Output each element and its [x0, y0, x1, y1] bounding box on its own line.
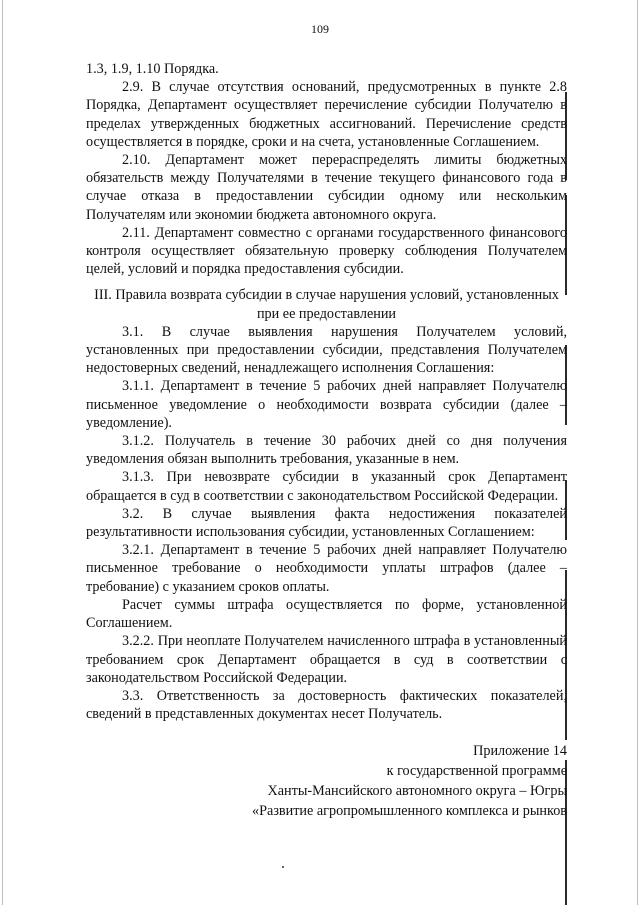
paragraph-3-2: 3.2. В случае выявления факта недостижения показателей результативности использования субсидии, установленных Соглашением: [86, 505, 567, 541]
paragraph-3-1-1: 3.1.1. Департамент в течение 5 рабочих дней направляет Получателю письменное уведомление о необходимости возврата субсидии (далее – уведомление). [86, 378, 567, 431]
scan-edge-left [2, 0, 3, 905]
page-number: 109 [311, 22, 329, 36]
paragraph-2-11: 2.11. Департамент совместно с органами государственного финансового контроля осуществляет обязательную проверку соблюдения Получателем целей, условий и порядка предоставления субсидии. [86, 224, 567, 278]
paragraph-3-2-2: 3.2.2. При неоплате Получателем начисленного штрафа в установленный требованием срок Департамент обращается в суд в соответствии с законодательством Российской Федерации. [86, 633, 567, 686]
section-heading-3: III. Правила возврата субсидии в случае нарушения условий, установленных при ее предоставлении [94, 287, 559, 322]
paragraph-3-3: 3.3. Ответственность за достоверность фактических показателей, сведений в представленных документах несет Получатель. [86, 687, 567, 723]
paragraph-2-10: 2.10. Департамент может перераспределять лимиты бюджетных обязательств между Получателями в течение текущего финансового года в случае отказа в предоставлении субсидии одному или нескольким Получателям или экономии бюджета автономного округа. [86, 152, 567, 223]
document-body [86, 60, 567, 821]
appendix-line-1: Приложение 14 [473, 743, 567, 760]
appendix-line-2: к государственной программе [386, 763, 567, 780]
paragraph-3-2-1: 3.2.1. Департамент в течение 5 рабочих дней направляет Получателю письменное требование о необходимости уплаты штрафов (далее – требование) с указанием сроков оплаты. [86, 542, 567, 595]
paragraph-3-1-3: 3.1.3. При невозврате субсидии в указанный срок Департамент обращается в суд в соответствии с законодательством Российской Федерации. [86, 469, 567, 504]
appendix-caption [86, 741, 567, 821]
scan-speck [282, 866, 284, 868]
paragraph-continuation: 1.3, 1.9, 1.10 Порядка. [86, 61, 219, 77]
paragraph-2-9: 2.9. В случае отсутствия оснований, предусмотренных в пункте 2.8 Порядка, Департамент осуществляет перечисление субсидии Получателю в пределах утвержденных бюджетных ассигнований. Перечисление средств осуществляется в порядке, сроки и на счета, установленные Соглашением. [86, 79, 567, 150]
paragraph-penalty-calculation: Расчет суммы штрафа осуществляется по форме, установленной Соглашением. [86, 596, 567, 632]
scan-edge-right [637, 0, 638, 905]
appendix-line-4: «Развитие агропромышленного комплекса и рынков [252, 803, 567, 820]
paragraph-3-1-2: 3.1.2. Получатель в течение 30 рабочих дней со дня получения уведомления обязан выполнить требования, указанные в нем. [86, 433, 567, 468]
paragraph-3-1: 3.1. В случае выявления нарушения Получателем условий, установленных при предоставлении субсидии, представления Получателем недостоверных сведений, ненадлежащего исполнения Соглашения: [86, 323, 567, 377]
appendix-line-3: Ханты-Мансийского автономного округа – Югры [267, 783, 567, 800]
